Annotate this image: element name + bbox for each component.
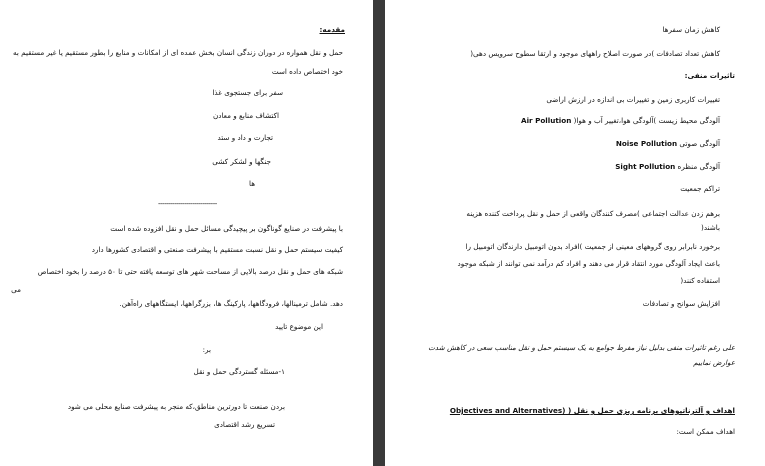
page-gutter [373, 0, 385, 466]
sight-en: Sight Pollution [615, 162, 676, 171]
paragraph: تراکم جمعیت [680, 184, 720, 193]
paragraph: اهداف ممکن است: [676, 427, 735, 436]
paragraph: دهد. شامل ترمینالها، فرودگاهها، پارکینگ ها، بزرگراهها، ایستگاههای راه‌آهن. [119, 299, 343, 308]
paragraph: افزایش سوانح و تصادفات [642, 299, 720, 308]
paragraph [615, 162, 720, 171]
right-page [385, 0, 765, 466]
paragraph: باشند( [701, 223, 720, 232]
sight-text: آلودگی منظره [677, 162, 720, 171]
paragraph [521, 116, 720, 125]
paragraph [616, 139, 720, 148]
paragraph: بردن صنعت تا دورترین مناطق،که منجر به پیشرفت صنایع محلی می شود [67, 402, 285, 411]
list-item: جنگها و لشکر کشی [212, 157, 271, 166]
paragraph: باعث ایجاد آلودگی مورد انتقاد قرار می دهند و افراد کم درآمد نمی توانند از شبکه موجود [457, 259, 720, 268]
paragraph: برهم زدن عدالت اجتماعی )مصرف کنندگان واقعی از حمل و نقل پرداخت کننده هزینه [466, 209, 720, 218]
pollution-text: آلودگی محیط زیست )آلودگی هوا،تغییر آب و هوا( [573, 116, 720, 125]
negative-effects-heading: تاثیرات منفی: [684, 71, 735, 80]
paragraph: تسریع رشد اقتصادی [214, 420, 275, 429]
paragraph: ۱-مسئله گستردگی حمل و نقل [193, 367, 285, 376]
pollution-en: Air Pollution [521, 116, 572, 125]
goals-heading-text: اهداف و آلترناتیوهای برنامه ریزی حمل و نقل ( [568, 406, 735, 415]
separator-line: ----------------------------- [158, 200, 217, 208]
paragraph: کاهش تعداد تصادفات )در صورت اصلاح راههای موجود و ارتقا سطوح سرویس دهی( [470, 49, 720, 58]
list-item: ها [249, 179, 255, 188]
list-item: سفر برای جستجوی غذا [212, 88, 283, 97]
paragraph: کیفیت سیستم حمل و نقل نسبت مستقیم با پیشرفت صنعتی و اقتصادی کشورها دارد [91, 245, 343, 254]
paragraph: با پیشرفت در صنایع گوناگون بر پیچیدگی مسائل حمل و نقل افزوده شده است [110, 224, 343, 233]
paragraph: استفاده کنند( [680, 276, 720, 285]
noise-text: آلودگی صوتی [679, 139, 720, 148]
paragraph: تغییرات کاربری زمین و تغییرات بی اندازه در ارزش اراضی [546, 95, 720, 104]
paragraph: این موضوع تایید [275, 322, 323, 331]
list-item: تجارت و داد و ستد [217, 133, 273, 142]
italic-paragraph: علی رغم تاثیرات منفی بدلیل نیاز مفرط جوامع به یک سیستم حمل و نقل مناسب سعی در کاهش شدت [428, 343, 735, 352]
paragraph: بر: [202, 345, 211, 354]
goals-heading [450, 406, 735, 415]
paragraph: برخورد نابرابر روی گروههای معینی از جمعیت )افراد بدون اتومبیل دارندگان اتومبیل را [465, 242, 720, 251]
paragraph: کاهش زمان سفرها [662, 25, 720, 34]
left-page [0, 0, 373, 466]
italic-paragraph: عوارض نماییم [693, 358, 735, 367]
intro-heading: مقدمه: [319, 25, 345, 34]
paragraph: می [11, 285, 21, 294]
noise-en: Noise Pollution [615, 139, 678, 148]
intro-line-1: حمل و نقل همواره در دوران زندگی انسان بخش عمده ای از امکانات و منابع را بطور مستقیم یا غیر مستقیم به [13, 48, 343, 57]
paragraph: شبکه های حمل و نقل درصد بالایی از مساحت شهر های توسعه یافته حتی تا ۵۰ درصد را بخود اختصاص [37, 267, 343, 276]
intro-line-2: خود اختصاص داده است [271, 67, 343, 76]
goals-heading-en: Objectives and Alternatives) [449, 406, 566, 415]
list-item: اکتشاف منابع و معادن [213, 111, 279, 120]
